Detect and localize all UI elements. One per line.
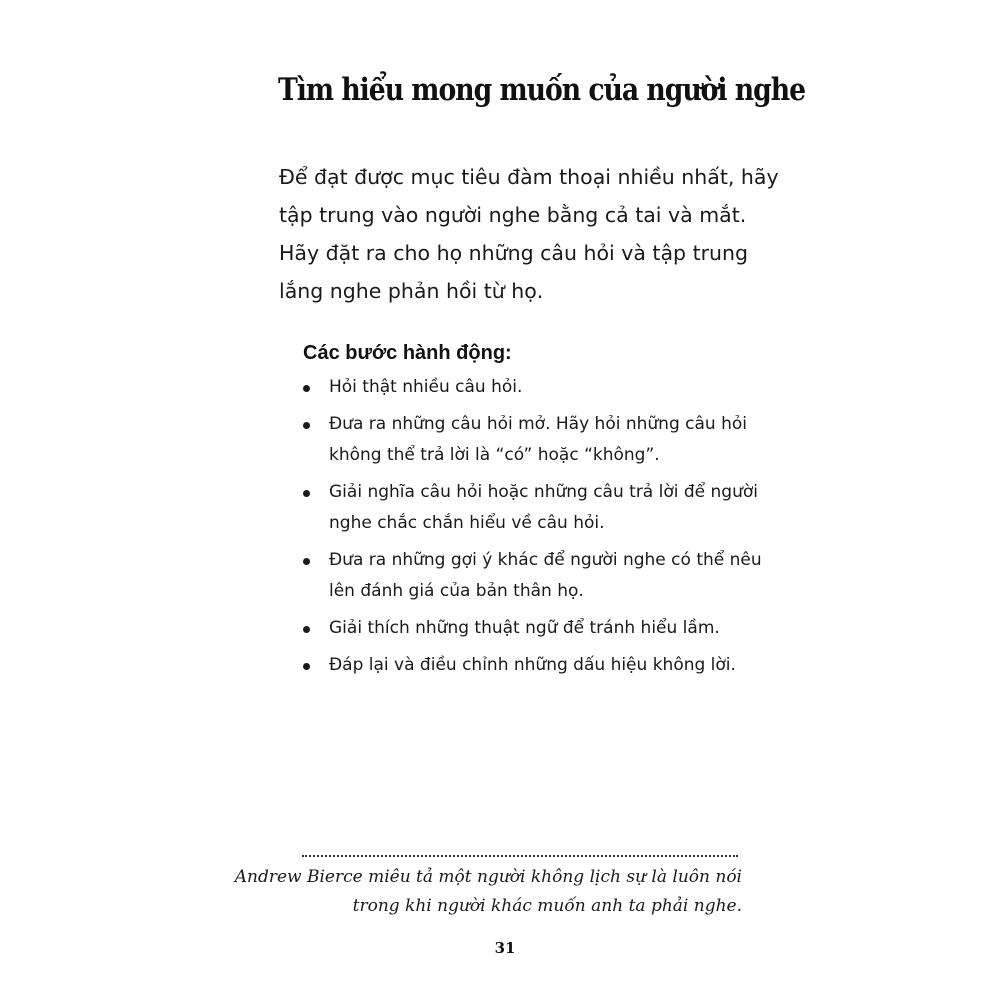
list-item-text: Đưa ra những gợi ý khác để người nghe có thể nêu lên đánh giá của bản thân họ.: [329, 550, 762, 601]
list-item: [303, 477, 773, 539]
list-item-text: Đáp lại và điều chỉnh những dấu hiệu không lời.: [329, 655, 736, 675]
dotted-divider: [302, 855, 738, 857]
page-title: Tìm hiểu mong muốn của người nghe: [278, 72, 806, 108]
bullet-icon: [303, 663, 310, 670]
bullet-icon: [303, 626, 310, 633]
list-item: [303, 650, 773, 681]
list-item-text: Hỏi thật nhiều câu hỏi.: [329, 377, 523, 397]
action-steps-section: [303, 336, 773, 687]
list-item-text: Giải thích những thuật ngữ để tránh hiểu lầm.: [329, 618, 720, 638]
list-item-text: Đưa ra những câu hỏi mở. Hãy hỏi những câu hỏi không thể trả lời là “có” hoặc “không”.: [329, 414, 747, 465]
action-steps-list: [303, 372, 773, 681]
action-steps-heading: Các bước hành động:: [303, 342, 512, 364]
quote-line-1: Andrew Bierce miêu tả một người không lịch sự là luôn nói: [234, 867, 742, 887]
bullet-icon: [303, 490, 310, 497]
bullet-icon: [303, 422, 310, 429]
list-item: [303, 545, 773, 607]
quote-line-2: trong khi người khác muốn anh ta phải nghe.: [352, 896, 742, 916]
list-item: [303, 613, 773, 644]
list-item-text: Giải nghĩa câu hỏi hoặc những câu trả lời để người nghe chắc chắn hiểu về câu hỏi.: [329, 482, 758, 533]
bullet-icon: [303, 385, 310, 392]
intro-paragraph: Để đạt được mục tiêu đàm thoại nhiều nhất, hãy tập trung vào người nghe bằng cả tai và mắt. Hãy đặt ra cho họ những câu hỏi và tập trung lắng nghe phản hồi từ họ.: [279, 165, 779, 303]
page-number: 31: [494, 939, 516, 957]
bullet-icon: [303, 558, 310, 565]
list-item: [303, 409, 773, 471]
footer-quote: [222, 863, 742, 921]
list-item: [303, 372, 773, 403]
